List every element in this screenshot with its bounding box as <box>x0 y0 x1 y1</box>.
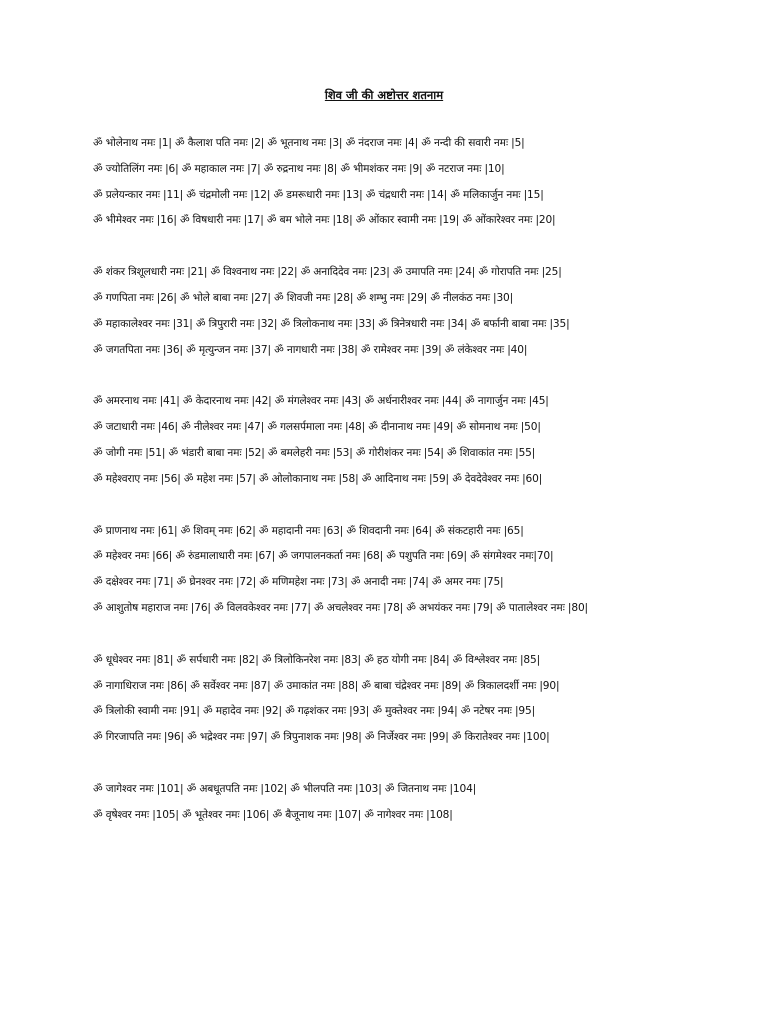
text-line: ॐ त्रिलोकी स्वामी नमः |91| ॐ महादेव नमः |92| ॐ गढ़शंकर नमः |93| ॐ मुक्तेश्वर नमः |94| ॐ नटेषर नमः |95| <box>93 705 536 718</box>
text-line: ॐ महेश्वर नमः |66| ॐ रुंडमालाधारी नमः |67| ॐ जगपालनकर्ता नमः |68| ॐ पशुपति नमः |69| ॐ संगमेश्वर नमः|70| <box>93 550 554 563</box>
text-line: ॐ शंकर त्रिशूलधारी नमः |21| ॐ विश्वनाथ नमः |22| ॐ अनादिदेव नमः |23| ॐ उमापति नमः |24| ॐ गोरापति नमः |25| <box>93 266 562 279</box>
text-line: ॐ ज्योतिलिंग नमः |6| ॐ महाकाल नमः |7| ॐ रुद्रनाथ नमः |8| ॐ भीमशंकर नमः |9| ॐ नटराज नमः |10| <box>93 162 505 175</box>
name-list <box>93 136 733 860</box>
paragraph-block <box>93 782 733 834</box>
text-line: ॐ भीमेश्वर नमः |16| ॐ विषधारी नमः |17| ॐ बम भोले नमः |18| ॐ ओंकार स्वामी नमः |19| ॐ ओंकारेश्वर नमः |20| <box>93 214 556 227</box>
text-line: ॐ नागाधिराज नमः |86| ॐ सर्वेश्वर नमः |87| ॐ उमाकांत नमः |88| ॐ बाबा चंद्रेश्वर नमः |89| ॐ त्रिकालदर्शी नमः |90| <box>93 679 560 692</box>
text-line: ॐ प्राणनाथ नमः |61| ॐ शिवम् नमः |62| ॐ महादानी नमः |63| ॐ शिवदानी नमः |64| ॐ संकटहारी नमः |65| <box>93 524 524 537</box>
text-line: ॐ प्रलेयन्कार नमः |11| ॐ चंद्रमोली नमः |12| ॐ डमरूधारी नमः |13| ॐ चंद्रधारी नमः |14| ॐ मलिकार्जुन नमः |15| <box>93 188 544 201</box>
text-line: ॐ दक्षेश्वर नमः |71| ॐ घ्रेनश्वर नमः |72| ॐ मणिमहेश नमः |73| ॐ अनादी नमः |74| ॐ अमर नमः |75| <box>93 576 504 589</box>
text-line: ॐ महेश्वराए नमः |56| ॐ महेश नमः |57| ॐ ओलोकानाथ नमः |58| ॐ आदिनाथ नमः |59| ॐ देवदेवेश्वर नमः |60| <box>93 472 543 485</box>
page-title: शिव जी की अष्टोत्तर शतनाम <box>324 88 444 102</box>
text-line: ॐ गिरजापति नमः |96| ॐ भद्रेश्वर नमः |97| ॐ त्रिपुनाशक नमः |98| ॐ निर्जेश्वर नमः |99| ॐ किरातेश्वर नमः |100| <box>93 731 550 744</box>
text-line: ॐ आशुतोष महाराज नमः |76| ॐ विलवकेश्वर नमः |77| ॐ अचलेश्वर नमः |78| ॐ अभयंकर नमः |79| ॐ पातालेश्वर नमः |80| <box>93 601 588 614</box>
paragraph-block <box>93 136 733 239</box>
text-line: ॐ जगतपिता नमः |36| ॐ मृत्युन्जन नमः |37| ॐ नागधारी नमः |38| ॐ रामेश्वर नमः |39| ॐ लंकेश्वर नमः |40| <box>93 343 528 356</box>
text-line: ॐ जोगी नमः |51| ॐ भंडारी बाबा नमः |52| ॐ बमलेहरी नमः |53| ॐ गोरीशंकर नमः |54| ॐ शिवाकांत नमः |55| <box>93 446 536 459</box>
paragraph-block <box>93 394 733 497</box>
paragraph-block <box>93 265 733 368</box>
text-line: ॐ जटाधारी नमः |46| ॐ नीलेश्वर नमः |47| ॐ गलसर्पमाला नमः |48| ॐ दीनानाथ नमः |49| ॐ सोमनाथ नमः |50| <box>93 421 541 434</box>
paragraph-block <box>93 524 733 627</box>
text-line: ॐ अमरनाथ नमः |41| ॐ केदारनाथ नमः |42| ॐ मंगलेश्वर नमः |43| ॐ अर्धनारीश्वर नमः |44| ॐ नागार्जुन नमः |45| <box>93 395 549 408</box>
text-line: ॐ वृषेश्वर नमः |105| ॐ भूतेश्वर नमः |106| ॐ बैजूनाथ नमः |107| ॐ नागेश्वर नमः |108| <box>93 808 453 821</box>
text-line: ॐ महाकालेश्वर नमः |31| ॐ त्रिपुरारी नमः |32| ॐ त्रिलोकनाथ नमः |33| ॐ त्रिनेत्रधारी नमः |34| ॐ बर्फानी बाबा नमः |35| <box>93 317 570 330</box>
text-line: ॐ भोलेनाथ नमः |1| ॐ कैलाश पति नमः |2| ॐ भूतनाथ नमः |3| ॐ नंदराज नमः |4| ॐ नन्दी की सवारी नमः |5| <box>93 137 525 149</box>
text-line: ॐ जागेश्वर नमः |101| ॐ अबधूतपति नमः |102| ॐ भीलपति नमः |103| ॐ जितनाथ नमः |104| <box>93 782 477 795</box>
text-line: ॐ धूधेश्वर नमः |81| ॐ सर्पधारी नमः |82| ॐ त्रिलोकिनरेश नमः |83| ॐ हठ योगी नमः |84| ॐ विश्लेश्वर नमः |85| <box>93 653 541 666</box>
paragraph-block <box>93 653 733 756</box>
text-line: ॐ गणपिता नमः |26| ॐ भोले बाबा नमः |27| ॐ शिवजी नमः |28| ॐ शम्भु नमः |29| ॐ नीलकंठ नमः |30| <box>93 291 514 304</box>
